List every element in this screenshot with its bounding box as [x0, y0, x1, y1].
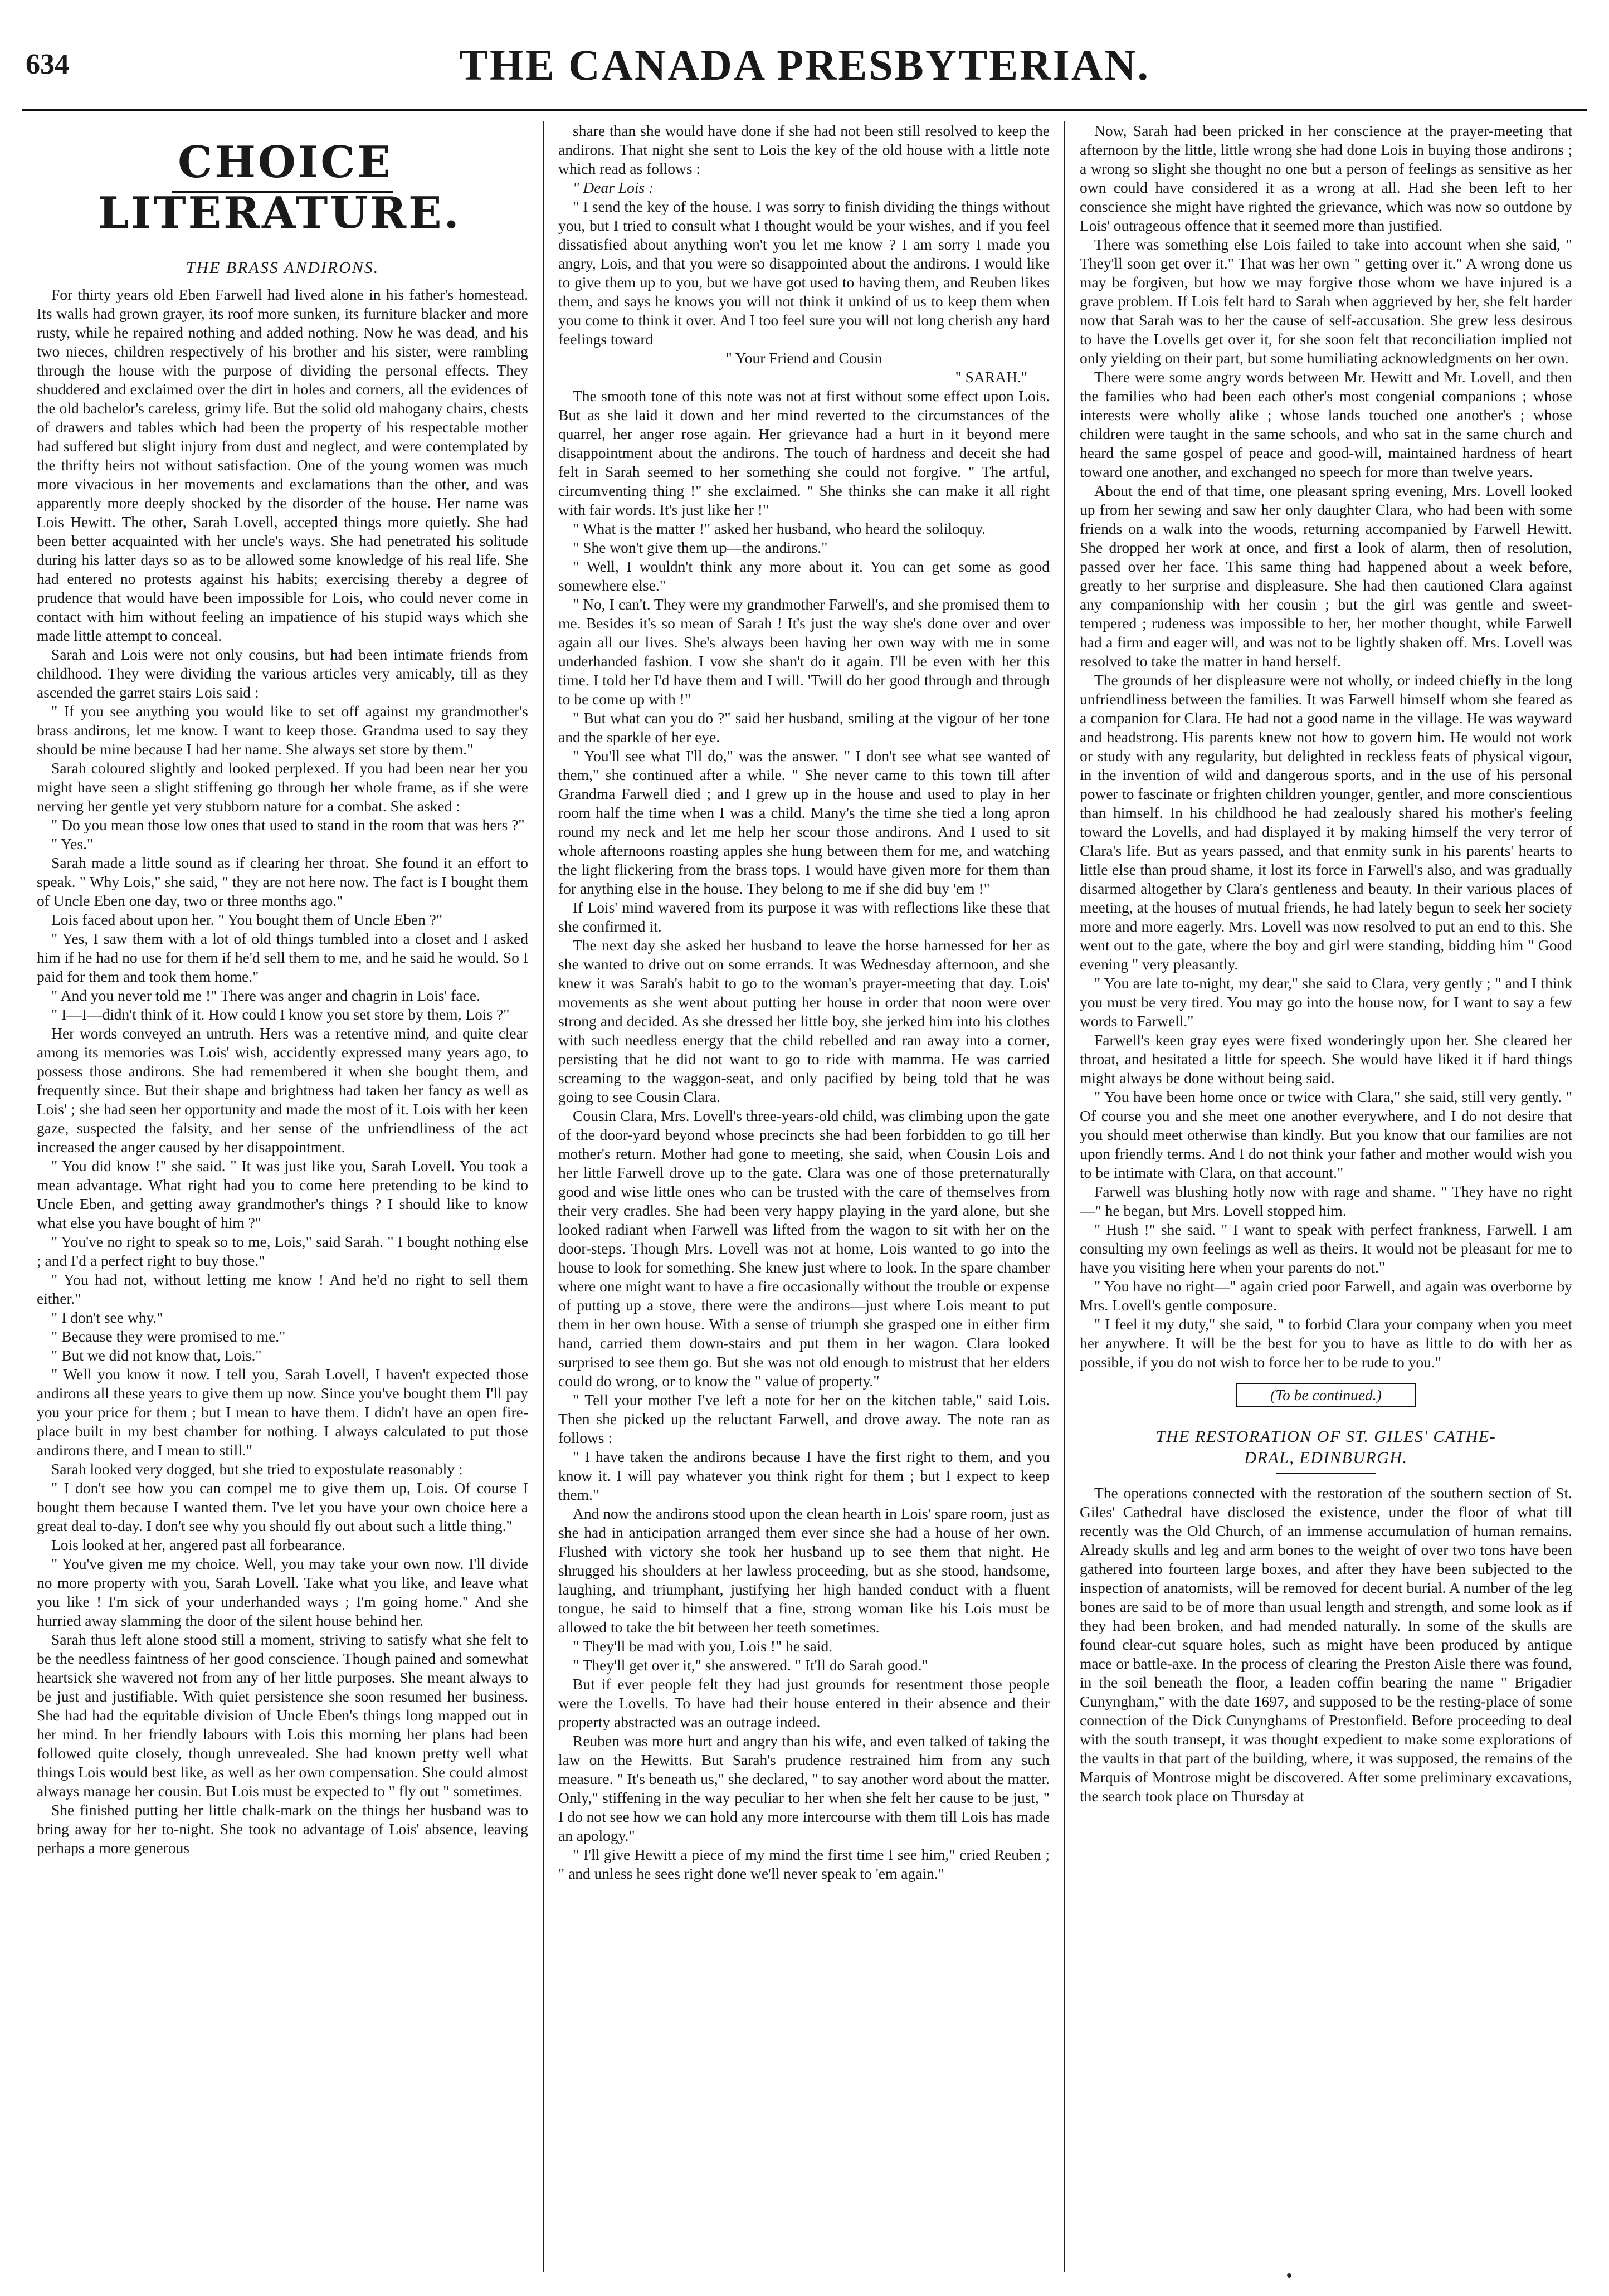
- paragraph: Sarah looked very dogged, but she tried to expostulate reasonably :: [51, 1460, 463, 1478]
- paragraph: But if ever people felt they had just grounds for resentment those people were the Lovells. To have had their house entered in their absence and their property abstracted was an outrage indeed.: [558, 1675, 1050, 1730]
- second-article-title-line1: THE RESTORATION OF ST. GILES' CATHE-: [1155, 1427, 1496, 1446]
- column-3-body: [1080, 121, 1572, 1372]
- paragraph: For thirty years old Eben Farwell had lived alone in his father's homestead. Its walls had grown grayer, its roof more sunken, its furniture blacker and more rusty, while he repaired nothing and added nothing. Now he was dead, and his two nieces, children respectively of his brother and his sister, were rambling through the house with the purpose of dividing the personal effects. They shuddered and exclaimed over the dirt in holes and corners, all the evidences of the old bachelor's careless, grimy life. But the solid old mahogany chairs, chests of drawers and tables which had been the property of his respectable mother had suffered but slight injury from dust and neglect, and were contemplated by the thrifty heirs not without satisfaction. One of the young women was much more vivacious in her movements and exclamations than the other, and was apparently more deeply shocked by the disorder of the house. Her name was Lois Hewitt. The other, Sarah Lovell, accepted things more quietly. She had been better acquainted with her uncle's ways. She had penetrated his solitude during his latter days so as to be allowed some knowledge of his real life. She had entered no protests against his habits; exercising thereby a degree of prudence that would have been impossible for Lois, who could never come in contact with him without feeling an impatience of his stupid ways which she made little attempt to conceal.: [37, 286, 528, 644]
- second-article-title: [1080, 1426, 1572, 1474]
- to-be-continued: [1080, 1386, 1572, 1404]
- paragraph: " If you see anything you would like to set off against my grandmother's brass andirons, let me know. I want to keep those. Grandma used to say they should be mine because I had her name. She always set store by them.": [37, 703, 528, 758]
- paragraph: " But what can you do ?" said her husband, smiling at the vigour of her tone and the sparkle of her eye.: [558, 709, 1050, 745]
- paragraph: " Because they were promised to me.": [51, 1328, 286, 1345]
- header-rule: [22, 109, 1587, 111]
- paragraph: " I don't see why.": [51, 1309, 163, 1326]
- paragraph: " Do you mean those low ones that used to stand in the room that was hers ?": [51, 816, 525, 833]
- paragraph: " Tell your mother I've left a note for her on the kitchen table," said Lois. Then she picked up the reluctant Farwell, and drove away. The note ran as follows :: [558, 1391, 1050, 1446]
- paragraph: Now, Sarah had been pricked in her conscience at the prayer-meeting that afternoon by the little, little wrong she had done Lois in buying those andirons ; a wrong so slight she thought no one but a person of feelings as sensitive as her own could have considered it as a wrong at all. Had she been left to her conscience she might have righted the grievance, which was now so outdone by Lois' outrageous offence that it seemed more than justified.: [1080, 122, 1572, 234]
- paragraph: " You've given me my choice. Well, you may take your own now. I'll divide no more property with you, Sarah Lovell. Take what you like, and leave what you like ! I'm sick of your underhanded ways ; I'm going home." And she hurried away slamming the door of the silent house behind her.: [37, 1555, 528, 1629]
- paragraph: " She won't give them up—the andirons.": [573, 539, 828, 556]
- paragraph: share than she would have done if she had not been still resolved to keep the andirons. That night she sent to Lois the key of the old house with a little note which read as follows :: [558, 122, 1050, 177]
- page-number: 634: [26, 48, 69, 80]
- paragraph: " SARAH.": [955, 368, 1027, 386]
- paragraph: Sarah made a little sound as if clearing her throat. She found it an effort to speak. " Why Lois," she said, " they are not here now. The fact is I bought them of Uncle Eben one day, two or three months ago.": [37, 854, 528, 909]
- column-1: [22, 121, 544, 2272]
- article-title-text: THE BRASS ANDIRONS.: [186, 259, 379, 277]
- paragraph: " But we did not know that, Lois.": [51, 1347, 262, 1364]
- paragraph: " Dear Lois :: [573, 179, 654, 196]
- column-2-body: [558, 121, 1050, 1883]
- paragraph: " Hush !" she said. " I want to speak with perfect frankness, Farwell. I am consulting my own feelings as well as theirs. It would not be pleasant for me to have you visiting here when your parents do not.": [1080, 1221, 1572, 1276]
- masthead-title: THE CANADA PRESBYTERIAN.: [459, 41, 1150, 89]
- paragraph: If Lois' mind wavered from its purpose it was with reflections like these that she confirmed it.: [558, 899, 1050, 935]
- paragraph: " You'll see what I'll do," was the answer. " I don't see what see wanted of them," she continued after a while. " She never came to this town till after Grandma Farwell died ; and I grew up in the house and used to play in her room half the time when I was a child. Many's the time she tied a long apron round my neck and let me help her scour those andirons. And I used to sit whole afternoons roasting apples she hung between them for me, and watching the light flickering from the brass tops. I would have given more for them than for anything else in the house. They belong to me if she did buy 'em !": [558, 747, 1050, 897]
- title-underline: [1276, 1473, 1376, 1474]
- paragraph: " I don't see how you can compel me to give them up, Lois. Of course I bought them because I wanted them. I've let you have your own choice here a great deal to-day. I don't see why you should fly out about such a little thing.": [37, 1479, 528, 1534]
- paragraph: " I have taken the andirons because I have the first right to them, and you know it. I will pay whatever you think right for them ; but I expect to keep them.": [558, 1448, 1050, 1503]
- paragraph: " I—I—didn't think of it. How could I know you set store by them, Lois ?": [51, 1006, 510, 1023]
- paragraph: She finished putting her little chalk-mark on the things her husband was to bring away for her to-night. She took no advantage of Lois' absence, leaving perhaps a more generous: [37, 1801, 528, 1856]
- paragraph: Farwell was blushing hotly now with rage and shame. " They have no right—" he began, but Mrs. Lovell stopped him.: [1080, 1183, 1572, 1219]
- paragraph: The grounds of her displeasure were not wholly, or indeed chiefly in the long unfriendliness between the families. It was Farwell himself whom she feared as a companion for Clara. He had not a good name in the village. He was wayward and headstrong. His parents knew not how to govern him. He would not work or study with any regularity, but delighted in reckless feats of physical vigour, in the invention of wild and dangerous sports, and in the use of his personal power to fascinate or frighten children younger, gentler, and more conscientious than himself. In his childhood he had zealously shared his mother's feeling toward the Lovells, and had displayed it by making himself the very terror of Clara's life. But as years passed, and that enmity sunk in his parents' hearts to little else than proud shame, it lost its force in Farwell's also, and was gradually disarmed altogether by Clara's gentleness and beauty. In their various places of meeting, at the houses of mutual friends, he had lately begun to seek her society more and more eagerly. Mrs. Lovell was now resolved to put an end to this. She went out to the gate, where the boy and girl were standing, bidding him " Good evening " very pleasantly.: [1080, 671, 1572, 973]
- paragraph: Her words conveyed an untruth. Hers was a retentive mind, and quite clear among its memories was Lois' wish, accidently expressed many years ago, to possess those andirons. She had remembered it when she bought them, and frequently since. But their shape and brightness had taken her fancy as well as Lois' ; she had seen her opportunity and made the most of it. Lois with her keen gaze, suspected the falsity, and her sense of the unfriendliness of the act increased the anger caused by her disappointment.: [37, 1025, 528, 1156]
- paragraph: " You did know !" she said. " It was just like you, Sarah Lovell. You took a mean advantage. What right had you to come here pretending to be kind to Uncle Eben, and getting away grandmother's things ? I should like to know what else you have bought of him ?": [37, 1157, 528, 1231]
- paragraph: Reuben was more hurt and angry than his wife, and even talked of taking the law on the Hewitts. But Sarah's prudence restrained him from any such measure. " It's beneath us," she declared, " to say another word about the matter. Only," stiffening in the way peculiar to her when she felt her cause to be just, " I do not see how we can hold any more intercourse with them till Lois has made an apology.": [558, 1732, 1050, 1844]
- column-2: [544, 121, 1065, 2272]
- paragraph: Lois looked at her, angered past all forbearance.: [51, 1536, 346, 1553]
- paragraph: " Yes, I saw them with a lot of old things tumbled into a closet and I asked him if he had no use for them if he'd sell them to me, and he said he would. So I paid for them and took them home.": [37, 930, 528, 985]
- paragraph: The smooth tone of this note was not at first without some effect upon Lois. But as she laid it down and her mind reverted to the circumstances of the quarrel, her anger rose again. Her grievance had a hurt in it beyond mere disappointment about the andirons. The touch of hardness and deceit she had felt in Sarah seemed to her something she could not forgive. " The artful, circumventing thing !" she exclaimed. " She thinks she can make it all right with fair words. It's just like her !": [558, 387, 1050, 518]
- paragraph: Lois faced about upon her. " You bought them of Uncle Eben ?": [51, 911, 443, 928]
- paragraph: " And you never told me !" There was anger and chagrin in Lois' face.: [51, 987, 480, 1004]
- paragraph: " They'll be mad with you, Lois !" he said.: [573, 1637, 833, 1655]
- article-title: [37, 259, 528, 277]
- paragraph: " You are late to-night, my dear," she said to Clara, very gently ; " and I think you must be very tired. You may go into the house now, for I want to say a few words to Farwell.": [1080, 974, 1572, 1030]
- paragraph: " You have been home once or twice with Clara," she said, still very gently. " Of course you and she meet one another everywhere, and I do not desire that you should meet otherwise than kindly. But you know that our families are not upon friendly terms. And I do not think your father and mother would wish you to be intimate with Clara, on that account.": [1080, 1088, 1572, 1181]
- paragraph: Sarah and Lois were not only cousins, but had been intimate friends from childhood. They were dividing the various articles very amicably, till as they ascended the garret stairs Lois said :: [37, 646, 528, 701]
- second-article-body: [1080, 1484, 1572, 1806]
- paragraph: " You had not, without letting me know ! And he'd no right to sell them either.": [37, 1271, 528, 1307]
- paragraph: The next day she asked her husband to leave the horse harnessed for her as she wanted to drive out on some errands. It was Wednesday afternoon, and she knew it was Sarah's habit to go to the woman's prayer-meeting that day. Lois' movements as she went about putting her house in order that noon were over strong and decided. As she dressed her little boy, she jerked him into his clothes with such needless energy that the child rebelled and ran away into a corner, persisting that he did not want to go to ride with mamma. He was carried screaming to the waggon-seat, and only pacified by being told that he was going to see Cousin Clara.: [558, 937, 1050, 1105]
- second-article-title-line2: DRAL, EDINBURGH.: [1244, 1449, 1408, 1467]
- paragraph: " I feel it my duty," she said, " to forbid Clara your company when you meet her anywhere. It will be the best for you to have as little to do with her as possible, if you do not wish to force her to be rude to you.": [1080, 1315, 1572, 1371]
- paragraph: The operations connected with the restoration of the southern section of St. Giles' Cathedral have disclosed the existence, under the floor of what till recently was the Old Church, of an immense accumulation of human remains. Already skulls and leg and arm bones to the weight of over two tons have been gathered into fourteen large boxes, and after they have been subjected to the inspection of anatomists, will be removed for decent burial. A number of the leg bones are said to be of more than usual length and strength, and some look as if they had been broken, and had mended naturally. In some of the skulls are found clear-cut square holes, such as might have been produced by antique mace or battle-axe. In the process of clearing the Preston Aisle there was found, in the soil beneath the floor, a leaden coffin bearing the name " Brigadier Cunyngham," with the date 1697, and supposed to be the resting-place of some connection of the Dick Cunynghams of Prestonfield. Before proceeding to deal with the south transept, it was thought expedient to make some explorations of the vaults in that part of the building, where, it was supposed, the remains of the Marquis of Montrose might be discovered. After some preliminary excavations, the search took place on Thursday at: [1080, 1484, 1572, 1805]
- paragraph: Sarah coloured slightly and looked perplexed. If you had been near her you might have seen a slight stiffening go through her whole frame, as if she were nerving her gentle yet very stubborn nature for a combat. She asked :: [37, 759, 528, 815]
- section-heading-text: CHOICE LITERATURE.: [98, 137, 466, 243]
- column-3: [1065, 121, 1587, 2272]
- paragraph: " They'll get over it," she answered. " It'll do Sarah good.": [573, 1656, 928, 1674]
- paragraph: About the end of that time, one pleasant spring evening, Mrs. Lovell looked up from her sewing and saw her only daughter Clara, who had been with some friends on a walk into the woods, returning accompanied by Farwell Hewitt. She dropped her work at once, and first a look of alarm, then of resolution, passed over her face. This same thing had happened about a week before, greatly to her surprise and displeasure. She had then cautioned Clara against any companionship with her cousin ; but the girl was gentle and sweet-tempered ; rudeness was impossible to her, her mother thought, while Farwell had a firm and eager will, and was not to be lightly shaken off. Mrs. Lovell was resolved to take the matter in hand herself.: [1080, 482, 1572, 670]
- paragraph: " Your Friend and Cousin: [725, 349, 882, 367]
- paragraph: " Well, I wouldn't think any more about it. You can get some as good somewhere else.": [558, 558, 1050, 594]
- section-heading: [37, 137, 528, 238]
- paragraph: Farwell's keen gray eyes were fixed wonderingly upon her. She cleared her throat, and hesitated a little for speech. She would have liked it if hard things might always be done without being said.: [1080, 1031, 1572, 1086]
- column-1-body: [37, 285, 528, 1858]
- paragraph: " You have no right—" again cried poor Farwell, and again was overborne by Mrs. Lovell's gentle composure.: [1080, 1278, 1572, 1314]
- paragraph: " You've no right to speak so to me, Lois," said Sarah. " I bought nothing else ; and I'd a perfect right to buy those.": [37, 1233, 528, 1269]
- paragraph: And now the andirons stood upon the clean hearth in Lois' spare room, just as she had in anticipation arranged them ever since she had a house of her own. Flushed with victory she took her husband up to see them that night. He shrugged his shoulders at her lawless proceeding, but as she stood, handsome, laughing, and triumphant, justifying her high handed conduct with a fluent tongue, he said to himself that a fine, strong woman like his Lois must be allowed to take the bit between her teeth sometimes.: [558, 1505, 1050, 1636]
- paragraph: " Well you know it now. I tell you, Sarah Lovell, I haven't expected those andirons all these years to give them up now. Since you've bought them I'll pay you your price for them ; but I mean to have them. I didn't have an open fire-place built in my best chamber for nothing. I always calculated to put those andirons there, and I mean to still.": [37, 1366, 528, 1459]
- paragraph: Sarah thus left alone stood still a moment, striving to satisfy what she felt to be the needless faintness of her good conscience. Though pained and somewhat heartsick she wavered not from any of her little purposes. She meant always to be just and justifiable. With quiet persistence she soon resumed her business. She had had the equitable division of Uncle Eben's things long mapped out in her mind. In her friendly labours with Lois this morning her plans had been followed quite closely, though unrevealed. She had known pretty well what things Lois would best like, as well as her own compensation. She could almost always manage her cousin. But Lois must be expected to " fly out " sometimes.: [37, 1631, 528, 1800]
- paragraph: " I'll give Hewitt a piece of my mind the first time I see him," cried Reuben ; " and unless he sees right done we'll never speak to 'em again.": [558, 1846, 1050, 1882]
- paragraph: " What is the matter !" asked her husband, who heard the soliloquy.: [573, 520, 986, 537]
- paragraph: There were some angry words between Mr. Hewitt and Mr. Lovell, and then the families who had been each other's most congenial companions ; whose interests were wholly alike ; whose lands touched one another's ; whose children were taught in the same schools, and who sat in the same church and heard the same gospel of peace and good-will, maintained hardness of heart toward one another, and exchanged no speech for more than twelve years.: [1080, 368, 1572, 480]
- paragraph: " I send the key of the house. I was sorry to finish dividing the things without you, but I tried to consult what I thought would be your wishes, and if you feel dissatisfied about anything won't you let me know ? I am sorry I made you angry, Lois, and that you were so disappointed about the andirons. I would like to give them up to you, but we have got used to having them, and Reuben likes them, and says he knows you will not think it unkind of us to keep them when you come to think it over. And I too feel sure you will not long cherish any hard feelings toward: [558, 198, 1050, 348]
- printer-dot-mark: [1287, 2273, 1291, 2278]
- paragraph: Cousin Clara, Mrs. Lovell's three-years-old child, was climbing upon the gate of the door-yard beyond whose precincts she had been forbidden to go till her mother's return. Mother had gone to meeting, she said, when Cousin Lois and her little Farwell drove up to the gate. Clara was one of those preternaturally good and wise little ones who can be trusted with the care of themselves from their very cradles. She had been very happy playing in the yard alone, but she looked radiant when Farwell was lifted from the wagon to sit with her on the door-steps. Though Mrs. Lovell was not at home, Lois wanted to go into the house to look for something. She knew just where to look. In the spare chamber where one might want to have a fire occasionally without the trouble or expense of putting up a stove, there were the andirons—just where Lois meant to put them in her own house. With a sense of triumph she grasped one in either firm hand, carried them down-stairs and put them in her wagon. Clara looked surprised to see them go. But she was not old enough to mistrust that her elders could do wrong, or to know the " value of property.": [558, 1107, 1050, 1390]
- paragraph: There was something else Lois failed to take into account when she said, " They'll soon get over it." That was her own " getting over it." A wrong done us may be forgiven, but how we may forgive those whom we have injured is a grave problem. If Lois felt hard to Sarah when aggrieved by her, she felt harder now that Sarah was to her the cause of self-accusation. She grew less desirous to have the Lovells get over it, for she soon felt that reconciliation implied not only yielding on their part, but some humiliating acknowledgments on her own.: [1080, 236, 1572, 367]
- paragraph: " Yes.": [51, 835, 94, 852]
- page-header: [0, 0, 1609, 117]
- paragraph: " No, I can't. They were my grandmother Farwell's, and she promised them to me. Besides it's so mean of Sarah ! It's just the way she's done over and over again all our lives. She's always been having her own way with me in some underhanded fashion. I vow she shan't do it again. I'll be even with her this time. I told her I'd have them and I will. 'Twill do her good through and through to be come up with !": [558, 596, 1050, 708]
- to-be-continued-text: (To be continued.): [1236, 1383, 1416, 1407]
- page-columns: [22, 121, 1587, 2272]
